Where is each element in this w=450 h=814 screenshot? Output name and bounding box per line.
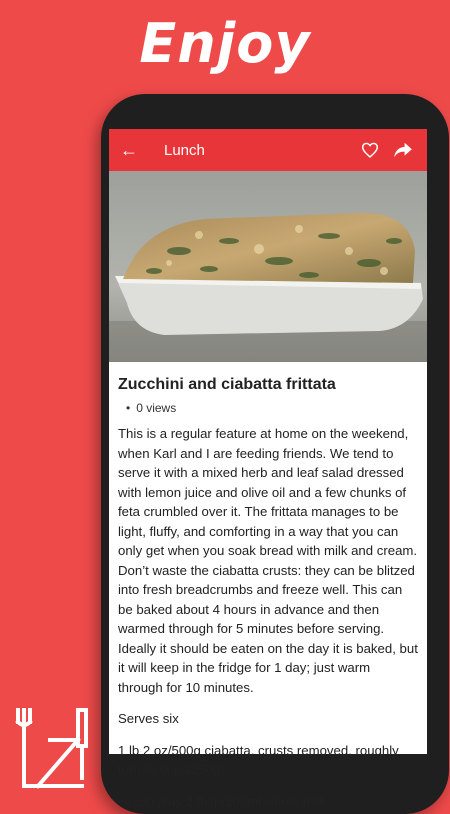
views-label: 0 views (136, 401, 177, 415)
recipe-photo (109, 171, 427, 362)
heart-outline-icon[interactable] (361, 142, 379, 158)
app-bar (109, 129, 427, 171)
app-bar-actions (361, 142, 427, 158)
ingredient-item: ¾ cup plus 2 tbsp/200ml whole milk (118, 793, 327, 809)
serves-text: Serves six (118, 711, 179, 726)
arrow-left-icon[interactable]: ← (120, 139, 138, 160)
app-bar-title: Lunch (164, 141, 205, 159)
recipe-content (109, 362, 427, 811)
recipe-title: Zucchini and ciabatta frittata (118, 376, 336, 393)
recipe-app-logo-icon (16, 706, 88, 793)
app-screen (109, 129, 427, 809)
recipe-description: This is a regular feature at home on the weekend, when Karl and I are feeding friends. We tend to serve it with a mixed herb and leaf salad dressed with lemon juice and olive oil and a few chunks of feta crumbled over it. The frittata manages to be light, fluffy, and comforting in a way that you can only get when you soak bread with milk and cream. Don’t waste the ciabatta crusts: they can be blitzed into fresh breadcrumbs and freeze well. This can be baked about 4 hours in advance and then warmed through for 5 minutes before serving. Ideally it should be eaten on the day it is baked, but it will keep in the fridge for 1 day; just warm through for 10 minutes. (118, 426, 418, 695)
bullet-icon: • (126, 401, 131, 415)
share-icon[interactable] (393, 142, 413, 158)
ingredient-item: 1 lb 2 oz/500g ciabatta, crusts removed, roughly torn (6 cups/250g) (118, 742, 399, 777)
views-count (126, 401, 418, 415)
headline: Enjoy (139, 12, 311, 75)
